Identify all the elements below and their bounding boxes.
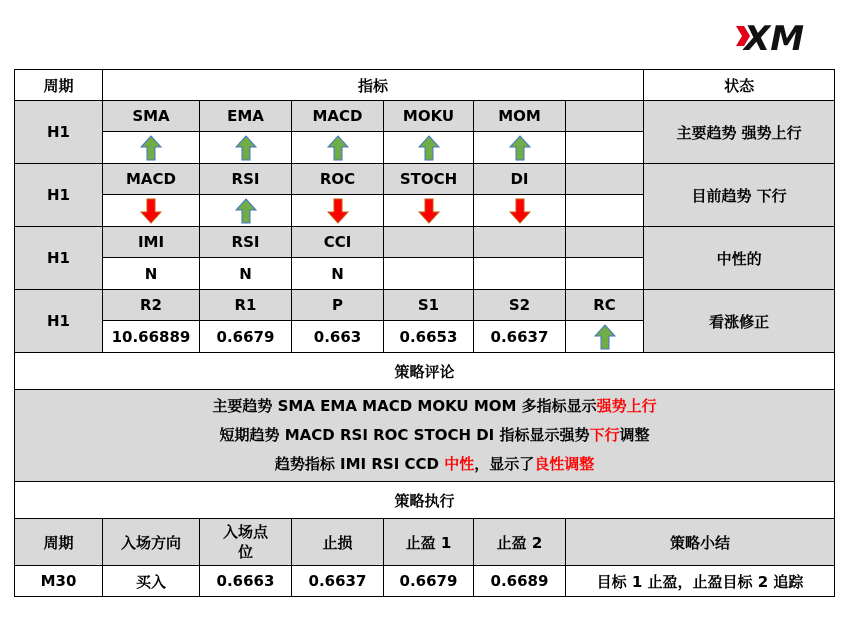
svg-text:XM: XM	[744, 19, 805, 59]
exec-value: 目标 1 止盈，止盈目标 2 追踪	[566, 566, 835, 597]
indicator-label: R2	[103, 290, 200, 321]
indicator-label: STOCH	[384, 164, 474, 195]
down-arrow-icon	[140, 198, 162, 224]
indicator-label: EMA	[200, 101, 292, 132]
comment-text: 趋势指标 IMI RSI CCD	[274, 455, 445, 473]
row-period: H1	[15, 290, 103, 353]
row-status: 主要趋势 强势上行	[644, 101, 835, 164]
header-period: 周期	[15, 70, 103, 101]
indicator-value	[566, 321, 644, 353]
row-period: H1	[15, 101, 103, 164]
indicator-value	[292, 195, 384, 227]
indicator-label: ROC	[292, 164, 384, 195]
exec-header: 入场点位	[200, 519, 292, 566]
down-arrow-icon	[509, 198, 531, 224]
row-period: H1	[15, 164, 103, 227]
indicator-value	[103, 195, 200, 227]
indicator-label: MACD	[103, 164, 200, 195]
row-status: 看涨修正	[644, 290, 835, 353]
comment-line	[35, 392, 834, 421]
indicator-value: 0.6637	[474, 321, 566, 353]
exec-value: M30	[15, 566, 103, 597]
indicator-value	[292, 132, 384, 164]
exec-value: 0.6689	[474, 566, 566, 597]
exec-value: 0.6637	[292, 566, 384, 597]
strategy-execution-title: 策略执行	[15, 482, 835, 519]
indicator-value	[384, 258, 474, 290]
up-arrow-icon	[418, 135, 440, 161]
exec-header: 周期	[15, 519, 103, 566]
highlight-text: 下行	[589, 426, 620, 444]
comment-text: 主要趋势 SMA EMA MACD MOKU MOM 多指标显示	[212, 397, 597, 415]
indicator-value: 0.6679	[200, 321, 292, 353]
indicator-value: 0.6653	[384, 321, 474, 353]
comment-text: ，显示了	[474, 455, 535, 473]
comment-line	[35, 421, 834, 450]
indicator-label: S2	[474, 290, 566, 321]
analysis-table	[14, 69, 835, 597]
indicator-value	[566, 258, 644, 290]
indicator-label: IMI	[103, 227, 200, 258]
indicator-label	[474, 227, 566, 258]
up-arrow-icon	[140, 135, 162, 161]
highlight-text: 中性	[444, 455, 475, 473]
indicator-label: S1	[384, 290, 474, 321]
exec-header: 策略小结	[566, 519, 835, 566]
indicator-label: R1	[200, 290, 292, 321]
up-arrow-icon	[235, 198, 257, 224]
indicator-value: 0.663	[292, 321, 384, 353]
indicator-label: RSI	[200, 164, 292, 195]
indicator-label	[566, 227, 644, 258]
indicator-value	[200, 195, 292, 227]
indicator-value	[384, 132, 474, 164]
indicator-label: SMA	[103, 101, 200, 132]
indicator-label: RSI	[200, 227, 292, 258]
indicator-value	[384, 195, 474, 227]
indicator-label: MACD	[292, 101, 384, 132]
comment-text: 调整	[619, 426, 650, 444]
xm-logo	[730, 12, 830, 62]
up-arrow-icon	[509, 135, 531, 161]
indicator-label: CCI	[292, 227, 384, 258]
indicator-value: N	[292, 258, 384, 290]
highlight-text: 强势上行	[596, 397, 657, 415]
header-indicators: 指标	[103, 70, 644, 101]
indicator-value	[566, 195, 644, 227]
indicator-label: MOKU	[384, 101, 474, 132]
indicator-label	[566, 101, 644, 132]
indicator-label: RC	[566, 290, 644, 321]
indicator-value: N	[200, 258, 292, 290]
exec-header: 止损	[292, 519, 384, 566]
up-arrow-icon	[235, 135, 257, 161]
indicator-value	[103, 132, 200, 164]
exec-value: 0.6663	[200, 566, 292, 597]
up-arrow-icon	[594, 324, 616, 350]
indicator-value	[474, 132, 566, 164]
indicator-label	[566, 164, 644, 195]
row-status: 中性的	[644, 227, 835, 290]
row-status: 目前趋势 下行	[644, 164, 835, 227]
highlight-text: 良性调整	[534, 455, 595, 473]
up-arrow-icon	[327, 135, 349, 161]
header-status: 状态	[644, 70, 835, 101]
indicator-value	[200, 132, 292, 164]
indicator-value	[474, 258, 566, 290]
indicator-label: P	[292, 290, 384, 321]
indicator-label: MOM	[474, 101, 566, 132]
exec-value: 买入	[103, 566, 200, 597]
indicator-value	[566, 132, 644, 164]
strategy-comment-title: 策略评论	[15, 353, 835, 390]
strategy-comments	[15, 390, 835, 482]
exec-header: 入场方向	[103, 519, 200, 566]
indicator-label	[384, 227, 474, 258]
comment-line	[35, 450, 834, 479]
indicator-value	[474, 195, 566, 227]
indicator-value: N	[103, 258, 200, 290]
indicator-value: 10.66889	[103, 321, 200, 353]
row-period: H1	[15, 227, 103, 290]
down-arrow-icon	[327, 198, 349, 224]
comment-text: 短期趋势 MACD RSI ROC STOCH DI 指标显示强势	[219, 426, 590, 444]
exec-header: 止盈 1	[384, 519, 474, 566]
exec-header: 止盈 2	[474, 519, 566, 566]
indicator-label: DI	[474, 164, 566, 195]
exec-value: 0.6679	[384, 566, 474, 597]
down-arrow-icon	[418, 198, 440, 224]
